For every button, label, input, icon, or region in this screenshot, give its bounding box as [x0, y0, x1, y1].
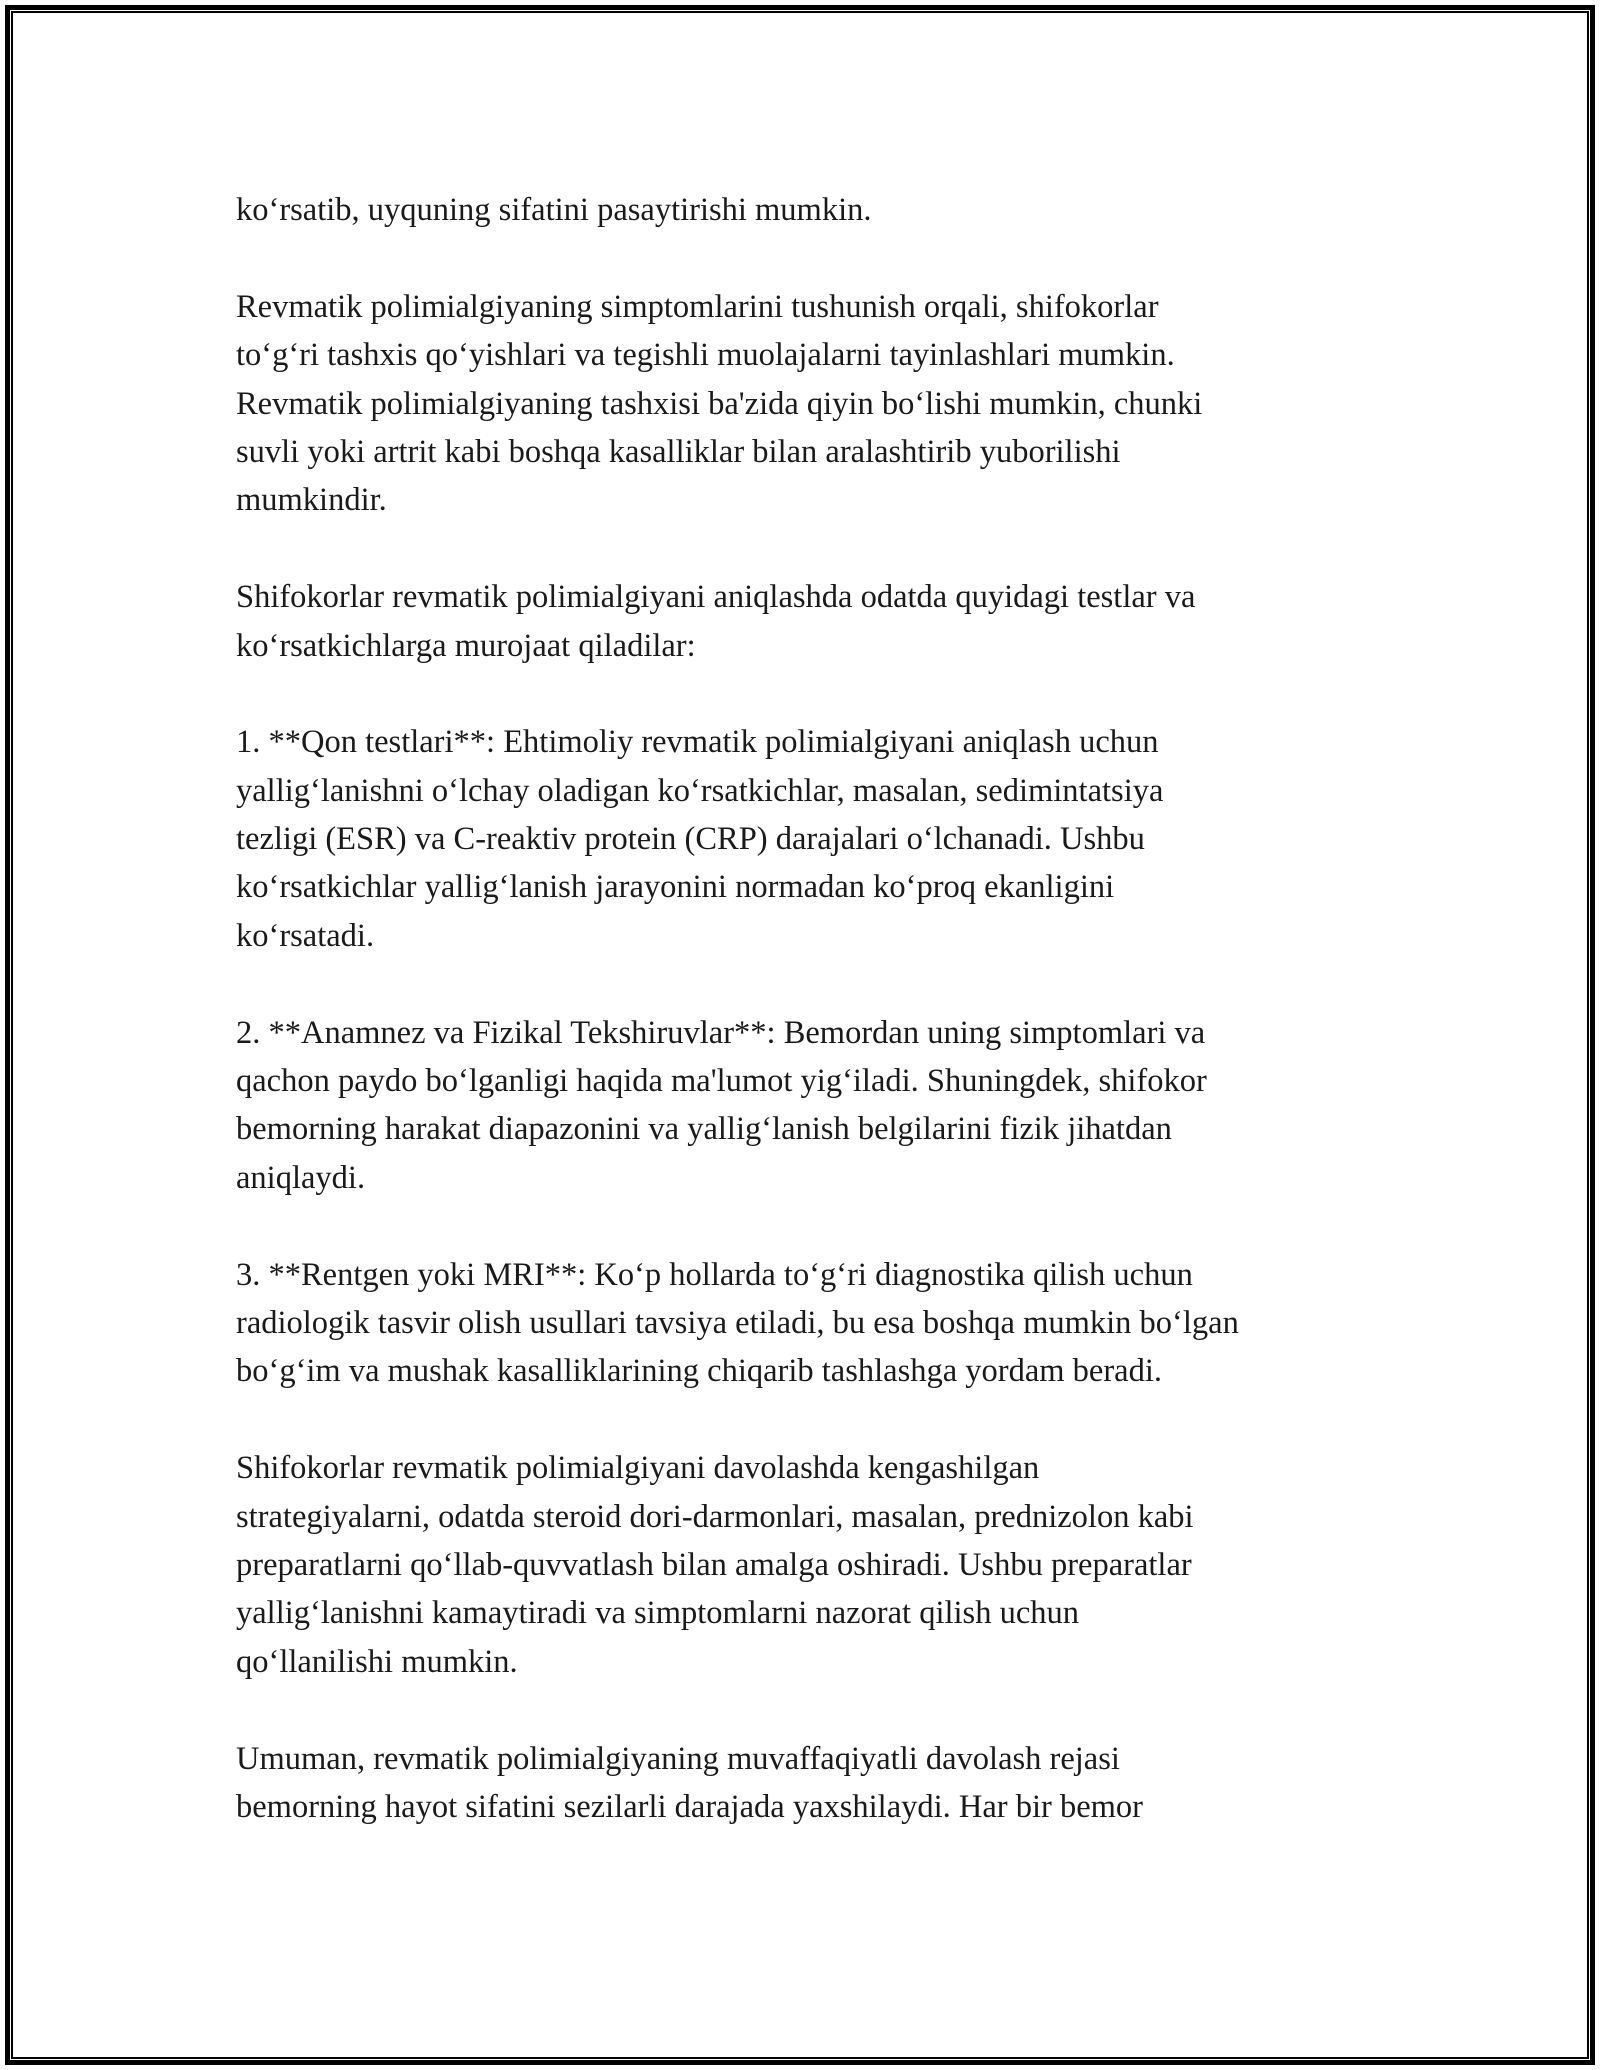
text-line: 1. **Qon testlari**: Ehtimoliy revmatik polimialgiyani aniqlash uchun — [236, 724, 1159, 761]
text-line: qachon paydo bo‘lganligi haqida ma'lumot yig‘iladi. Shuningdek, shifokor — [236, 1063, 1207, 1100]
paragraph-tests-intro — [236, 573, 1376, 670]
text-line: Revmatik polimialgiyaning simptomlarini tushunish orqali, shifokorlar — [236, 288, 1159, 325]
text-line: 3. **Rentgen yoki MRI**: Ko‘p hollarda to‘g‘ri diagnostika qilish uchun — [236, 1256, 1193, 1293]
text-line: Shifokorlar revmatik polimialgiyani aniqlashda odatda quyidagi testlar va — [236, 579, 1196, 616]
text-line: 2. **Anamnez va Fizikal Tekshiruvlar**: Bemordan uning simptomlari va — [236, 1014, 1206, 1051]
text-line: yallig‘lanishni o‘lchay oladigan ko‘rsatkichlar, masalan, sedimintatsiya — [236, 772, 1164, 809]
list-item-anamnesis — [236, 1009, 1376, 1203]
list-item-imaging — [236, 1251, 1376, 1396]
text-line: suvli yoki artrit kabi boshqa kasalliklar bilan aralashtirib yuborilishi — [236, 433, 1121, 470]
text-line: ko‘rsatadi. — [236, 917, 375, 954]
text-line: radiologik tasvir olish usullari tavsiya etiladi, bu esa boshqa mumkin bo‘lgan — [236, 1304, 1239, 1341]
text-line: ko‘rsatib, uyquning sifatini pasaytirishi mumkin. — [236, 192, 872, 228]
text-line: preparatlarni qo‘llab-quvvatlash bilan amalga oshiradi. Ushbu preparatlar — [236, 1546, 1192, 1583]
text-line: bo‘g‘im va mushak kasalliklarining chiqarib tashlashga yordam beradi. — [236, 1353, 1162, 1390]
text-line: yallig‘lanishni kamaytiradi va simptomlarni nazorat qilish uchun — [236, 1595, 1080, 1632]
text-line: qo‘llanilishi mumkin. — [236, 1643, 518, 1680]
text-line: ko‘rsatkichlarga murojaat qiladilar: — [236, 627, 696, 664]
text-line: strategiyalarni, odatda steroid dori-darmonlari, masalan, prednizolon kabi — [236, 1498, 1194, 1535]
text-line: bemorning hayot sifatini sezilarli darajada yaxshilaydi. Har bir bemor — [236, 1788, 1144, 1825]
paragraph-sleep-quality — [236, 186, 1376, 234]
text-line: ko‘rsatkichlar yallig‘lanish jarayonini normadan ko‘proq ekanligini — [236, 869, 1115, 906]
paragraph-conclusion — [236, 1735, 1376, 1832]
text-line: Umuman, revmatik polimialgiyaning muvaffaqiyatli davolash rejasi — [236, 1740, 1120, 1777]
paragraph-symptoms-diagnosis — [236, 283, 1376, 525]
text-line: to‘g‘ri tashxis qo‘yishlari va tegishli muolajalarni tayinlashlari mumkin. — [236, 337, 1175, 374]
document-body — [236, 186, 1376, 1880]
paragraph-treatment — [236, 1444, 1376, 1686]
text-line: bemorning harakat diapazonini va yallig‘lanish belgilarini fizik jihatdan — [236, 1111, 1172, 1148]
list-item-blood-tests — [236, 718, 1376, 960]
text-line: tezligi (ESR) va C-reaktiv protein (CRP) darajalari o‘lchanadi. Ushbu — [236, 821, 1145, 858]
text-line: Revmatik polimialgiyaning tashxisi ba'zida qiyin bo‘lishi mumkin, chunki — [236, 385, 1203, 422]
text-line: mumkindir. — [236, 482, 387, 519]
text-line: Shifokorlar revmatik polimialgiyani davolashda kengashilgan — [236, 1450, 1040, 1487]
text-line: aniqlaydi. — [236, 1159, 366, 1196]
